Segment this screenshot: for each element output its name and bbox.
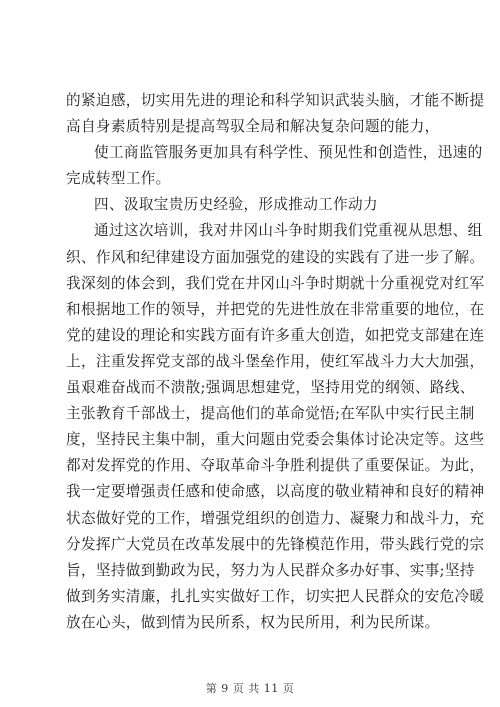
section-heading: 四、汲取宝贵历史经验，形成推动工作动力 (94, 196, 378, 214)
text-line: 织、作风和纪律建设方面加强党的建设的实践有了进一步了解。 (66, 248, 485, 266)
text-line: 度，坚持民主集中制，重大问题由党委会集体讨论决定等。这些 (66, 431, 485, 449)
text-line: 上，注重发挥党支部的战斗堡垒作用，使红军战斗力大大加强， (66, 352, 485, 370)
text-line: 我一定要增强责任感和使命感，以高度的敬业精神和良好的精神 (66, 483, 485, 501)
text-line: 旨，坚持做到勤政为民，努力为人民群众多办好事、实事;坚持 (66, 561, 475, 579)
text-line: 做到务实清廉，扎扎实实做好工作，切实把人民群众的安危冷暖 (66, 587, 485, 605)
text-line: 的紧迫感，切实用先进的理论和科学知识武装头脑，才能不断提 (66, 92, 485, 109)
page-number-footer: 第 9 页 共 11 页 (205, 682, 295, 695)
text-line: 虽艰难奋战而不溃散;强调思想建党，坚持用党的纲领、路线、 (66, 379, 475, 397)
document-body (66, 88, 485, 636)
text-line: 党的建设的理论和实践方面有许多重大创造，如把党支部建在连 (66, 326, 485, 344)
text-line: 主张教育千部战士，提高他们的革命觉悟;在军队中实行民主制 (66, 405, 475, 423)
paragraph-start-line: 使工商监管服务更加具有科学性、预见性和创造性，迅速的 (94, 144, 483, 162)
text-line: 状态做好党的工作，增强党组织的创造力、凝聚力和战斗力，充 (66, 509, 485, 527)
text-line: 放在心头，做到情为民所系，权为民所用，利为民所谋。 (66, 613, 440, 631)
text-line: 完成转型工作。 (66, 170, 171, 188)
text-line: 分发挥广大党员在改革发展中的先锋模范作用，带头践行党的宗 (66, 535, 485, 553)
text-line: 高自身素质特别是提高驾驭全局和解决复杂问题的能力， (66, 118, 440, 136)
text-line: 都对发挥党的作用、夺取革命斗争胜利提供了重要保证。为此， (66, 457, 485, 475)
text-line: 我深刻的体会到，我们党在井冈山斗争时期就十分重视党对红军 (66, 274, 485, 292)
paragraph-start-line: 通过这次培训，我对井冈山斗争时期我们党重视从思想、组 (94, 222, 483, 240)
text-line: 和根据地工作的领导，并把党的先进性放在非常重要的地位，在 (66, 300, 485, 318)
